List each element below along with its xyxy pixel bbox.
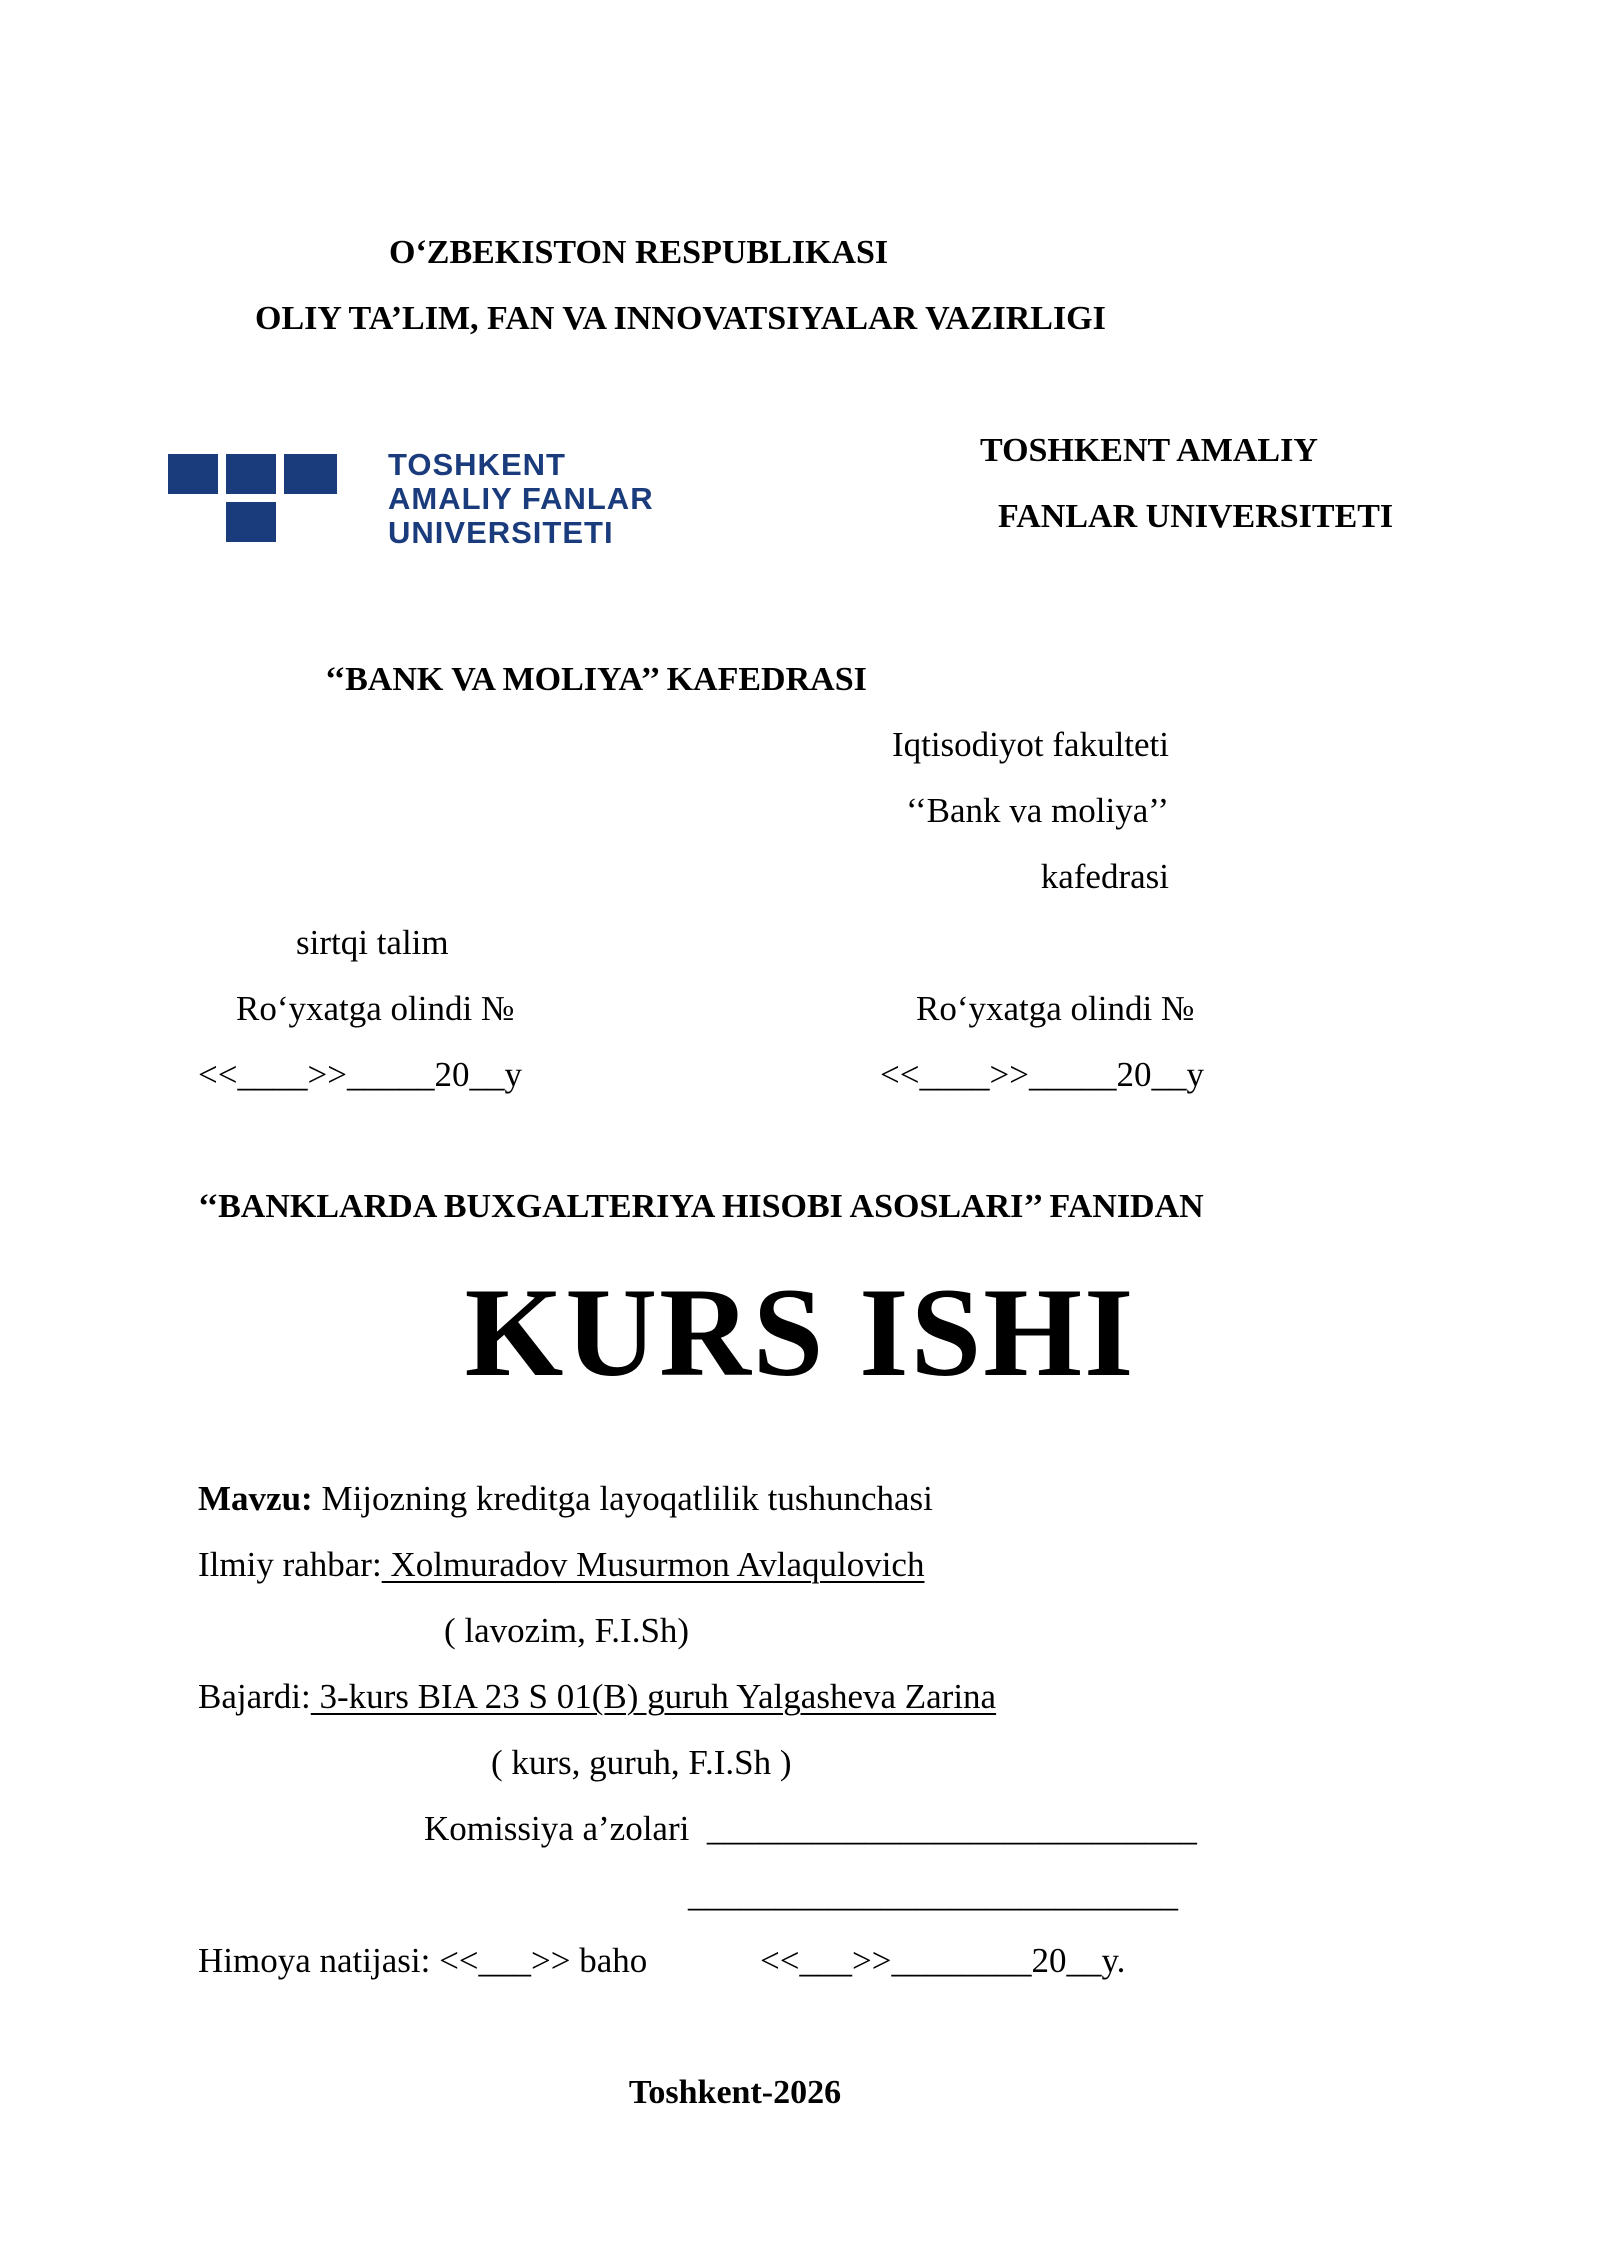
logo-text-line-2: AMALIY FANLAR [388,481,654,516]
right-date-field: <<____>>_____20__y [880,1055,1204,1094]
commission-line-2: ____________________________ [688,1875,1178,1914]
logo-square-1 [168,454,218,494]
supervisor-hint: ( lavozim, F.I.Sh) [444,1611,690,1650]
performer-value: 3-kurs BIA 23 S 01(B) guruh Yalgasheva Zarina [310,1677,997,1716]
performer-row [198,1679,996,1714]
logo-square-2 [226,454,276,494]
faculty-line-2: ‘‘Bank va moliya’’ [905,791,1169,830]
header-line-2: OLIY TA’LIM, FAN VA INNOVATSIYALAR VAZIRLIGI [255,300,1106,337]
logo-square-4 [226,502,276,542]
left-registered-label: Ro‘yxatga olindi № [236,989,515,1028]
logo-text-line-3: UNIVERSITETI [388,515,614,550]
supervisor-row [198,1547,924,1582]
performer-hint: ( kurs, guruh, F.I.Sh ) [491,1743,792,1782]
university-line-2: FANLAR UNIVERSITETI [998,498,1394,535]
header-line-1: O‘ZBEKISTON RESPUBLIKASI [389,234,889,271]
commission-row [424,1811,1197,1846]
left-date-field: <<____>>_____20__y [198,1055,522,1094]
topic-label: Mavzu: [198,1479,313,1518]
faculty-line-3: kafedrasi [1040,857,1169,896]
department-title: ‘‘BANK VA MOLIYA’’ KAFEDRASI [325,661,867,698]
supervisor-label: Ilmiy rahbar: [198,1545,382,1584]
faculty-line-1: Iqtisodiyot fakulteti [891,725,1169,764]
commission-label: Komissiya a’zolari [424,1809,690,1848]
performer-label: Bajardi: [198,1677,311,1716]
supervisor-value: Xolmuradov Musurmon Avlaqulovich [381,1545,925,1584]
logo-square-3 [284,454,337,494]
main-title: KURS ISHI [464,1263,1136,1403]
subject-title: ‘‘BANKLARDA BUXGALTERIYA HISOBI ASOSLARI’’ FANIDAN [198,1188,1204,1225]
topic-row [198,1481,933,1516]
topic-value: Mijozning kreditga layoqatlilik tushunchasi [312,1479,933,1518]
commission-line-1: ____________________________ [706,1809,1197,1848]
logo-text-line-1: TOSHKENT [388,447,566,482]
right-registered-label: Ro‘yxatga olindi № [916,989,1195,1028]
university-line-1: TOSHKENT AMALIY [980,432,1318,469]
defense-date: <<___>>________20__y. [760,1941,1126,1980]
footer-city-year: Toshkent-2026 [628,2074,842,2111]
study-form: sirtqi talim [296,923,449,962]
defense-result: Himoya natijasi: <<___>> baho [198,1941,648,1980]
